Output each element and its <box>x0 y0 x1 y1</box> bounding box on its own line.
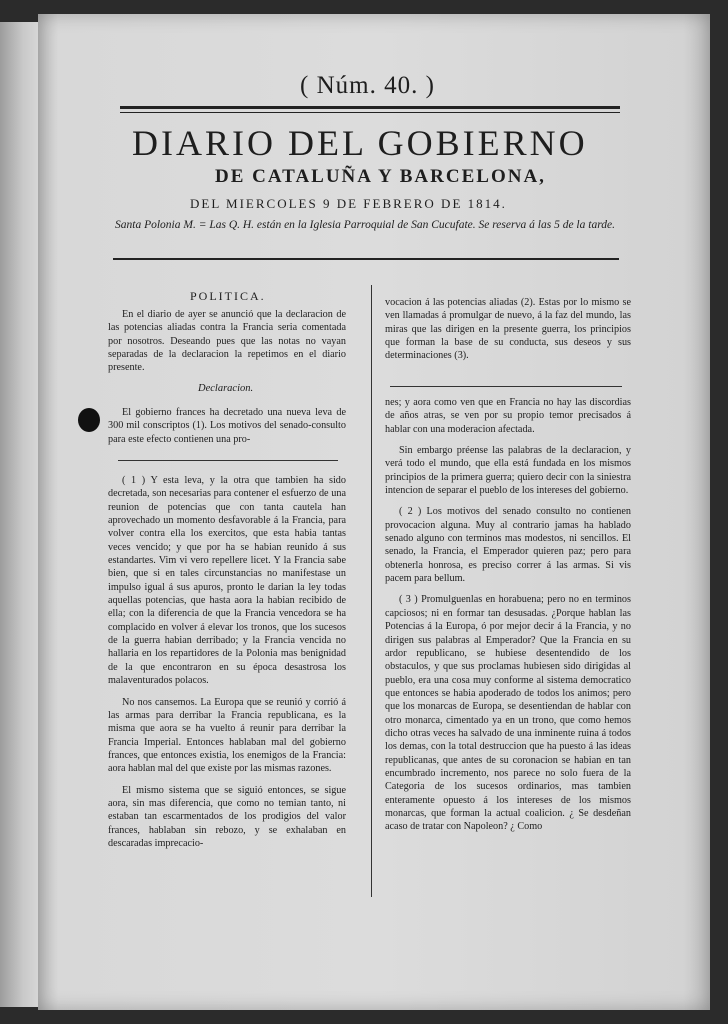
masthead-rule <box>120 106 620 109</box>
masthead-rule-thin <box>120 112 620 113</box>
note-1c: El mismo sistema que se siguió entonces, se sigue aora, sin mas diferencia, que como no temian tanto, ni estaban tan escarmentados de los prodigios del valor frances, hablaban sin rebozo, y se exhalaban en descaradas imprecacio- <box>108 784 346 849</box>
note-continuation-2: Sin embargo préense las palabras de la declaracion, y verá todo el mundo, que ella está fundada en los mismos principios de la primera guerra; quiero decir con la siniestra intencion de separar el pueblo de los intereses del gobierno. <box>385 445 631 497</box>
column-divider <box>371 285 372 897</box>
saint-notice: Santa Polonia M. = Las Q. H. están en la Iglesia Parroquial de San Cucufate. Se reserva á las 5 de la tarde. <box>115 219 615 231</box>
note-1: ( 1 ) Y esta leva, y la otra que tambien ha sido decretada, son necesarias para contener el esfuerzo de una reunion de potencias que con tanta cautela han aprovechado un momento desfavorable á la Francia, para volver contra ella los exercitos, que esta habia tantas veces vencido; y que por ha se habian reunido á sus estandartes. Vim vi vero repellere licet. Y la Francia sabe bien, que si en tales circunstancias no manifestase un impulso igual á sus apuros, pronto le darian la ley todas aquellas potencias, que hasta aora la habian recibido de ella; con la diferencia de que la Francia vencedora se ha complacido en volver á elevar los tronos, que los sucesos de la guerra habian derribado; y la Francia vencida no hallaria en los repartidores de la Polonia mas benignidad de la que encontraron en su época desastrosa los malaventurados polacos. <box>108 475 346 687</box>
left-column-notes <box>108 474 346 850</box>
left-column-declaration <box>108 406 346 446</box>
dateline: DEL MIERCOLES 9 DE FEBRERO DE 1814. <box>190 196 507 211</box>
left-column-intro <box>108 308 346 375</box>
footnote-rule-right <box>390 386 622 387</box>
newspaper-page <box>38 14 710 1010</box>
binding-hole <box>78 408 100 432</box>
masthead-subtitle: DE CATALUÑA Y BARCELONA, <box>215 166 546 187</box>
note-continuation: nes; y aora como ven que en Francia no hay las discordias de años atras, se ven por su propio temor precisados á hablar con una moderacion afectada. <box>385 397 631 435</box>
note-3: ( 3 ) Promulguenlas en horabuena; pero no en terminos capciosos; ni en formar tan desusadas. ¿Porque hablan las Potencias á la Europa, ó por mejor decir á la Francia, y no dirigen sus palabras al Emperador? Que la Francia en su ardor republicano, se hubiese desentendido de los obstaculos, y que sus proclamas hubiesen sido dirigidas al pueblo, era una cosa muy conforme al sistema democratico que entonces se habia apoderado de todos los animos; pero que los monarcas de Europa, se desentiendan de hablar con otro monarca, cimentado ya en un trono, que como hemos dicho otras veces ha salvado de una inminente ruina á todos los demas, con la total destruccion que ha puesto á las ideas republicanas, que antes de su coronacion se habian en tan encumbrado incremento, nos parece no solo fuera de la Categoria de los sucesos ordinarios, mas tambien enteramente opuesto á los intereses de los mismos monarcas, que forman la actual coalicion. ¿ Se desdeñan acaso de tratar con Napoleon? ¿ Como <box>385 594 631 833</box>
intro-paragraph: En el diario de ayer se anunció que la declaracion de las potencias aliadas contra la Francia seria comentada por nosotros. Deseando pues que las notas no vayan separadas de la declaracion la repetimos en el diario presente. <box>108 309 346 374</box>
footnote-rule-left <box>118 460 338 461</box>
header-rule <box>113 258 619 260</box>
facing-page-edge <box>0 22 38 1007</box>
note-1b: No nos cansemos. La Europa que se reunió y corrió á las armas para derribar la Francia republicana, es la misma que aora se ha vuelto á reunir para derribar la Francia Imperial. Entonces hablaban mal del gobierno frances, que entonces existia, los enemigos de la Francia: aora hablan mal del que existe por las mismas razones. <box>108 696 346 775</box>
right-column-notes <box>385 396 631 834</box>
declaration-title: Declaracion. <box>198 383 254 394</box>
issue-number: ( Núm. 40. ) <box>300 72 435 99</box>
note-2: ( 2 ) Los motivos del senado consulto no contienen provocacion alguna. Muy al contrario jamas ha hablado senado alguno con terminos mas modestos, ni sencillos. El senado, la Francia, el Emperador quieren paz; pero para obtenerla honrosa, es preciso correr á las armas. Si vis pacem para bellum. <box>385 506 631 585</box>
declaration-continuation: vocacion á las potencias aliadas (2). Estas por lo mismo se ven llamadas á promulgar de nuevo, á la faz del mundo, las miras que las dirigen en la presente guerra, los principios que forman la base de su conducta, sus deseos y sus determinaciones (3). <box>385 297 631 362</box>
section-heading: POLITICA. <box>190 289 266 303</box>
right-column-body <box>385 296 631 363</box>
masthead-title: DIARIO DEL GOBIERNO <box>132 123 588 163</box>
declaration-paragraph: El gobierno frances ha decretado una nueva leva de 300 mil conscriptos (1). Los motivos del senado-consulto para este efecto contienen una pro- <box>108 407 346 445</box>
